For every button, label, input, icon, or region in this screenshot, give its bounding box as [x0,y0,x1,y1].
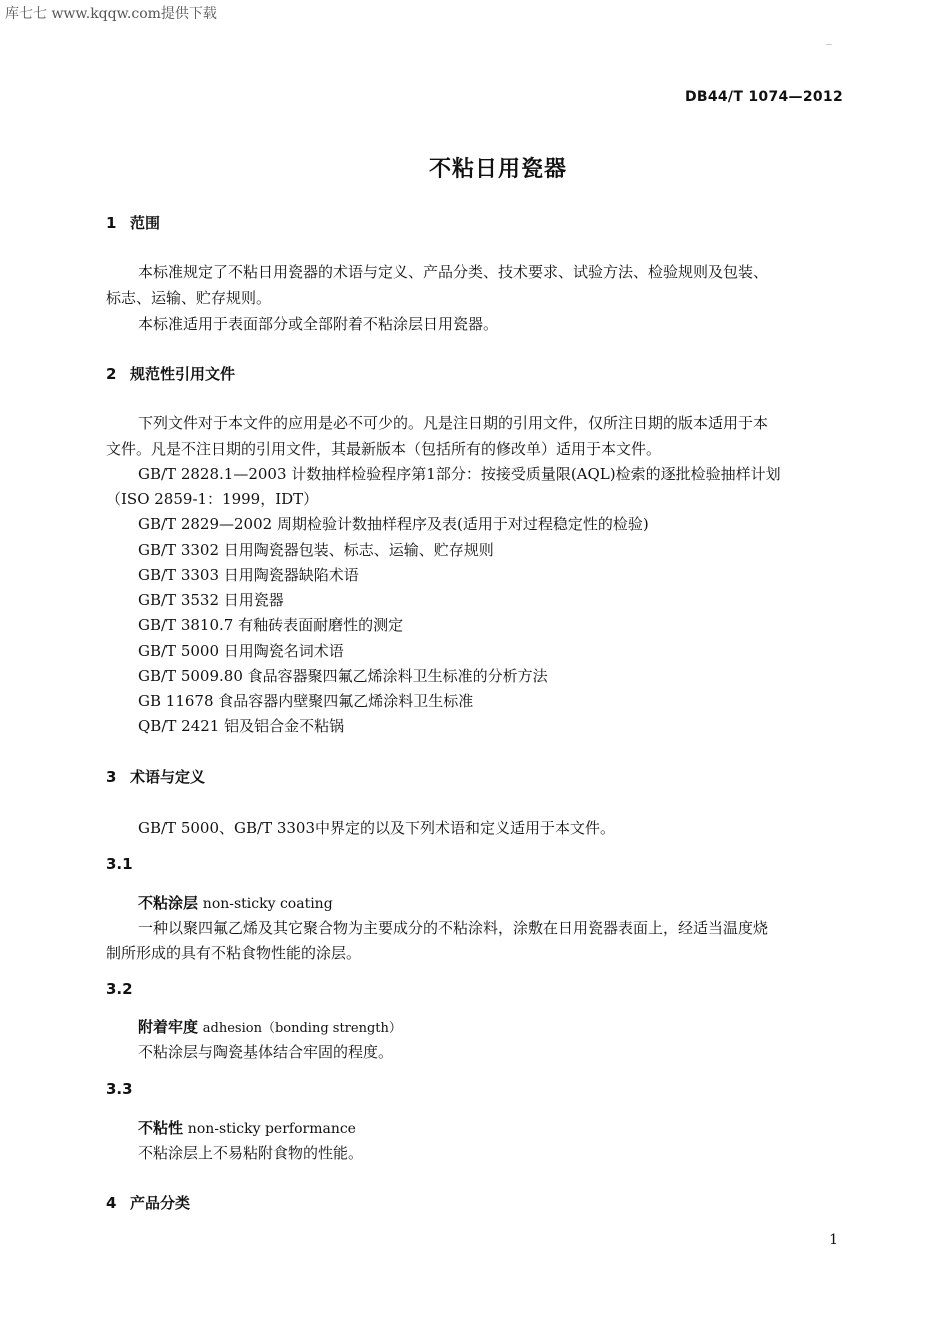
page-edge-mark [826,44,832,45]
term-name-en: non-sticky performance [187,1121,356,1137]
section-1-line: 本标准规定了不粘日用瓷器的术语与定义、产品分类、技术要求、试验方法、检验规则及包装、 [138,263,769,281]
document-title: 不粘日用瓷器 [428,157,567,182]
reference-code: GB/T 3532 [138,591,220,609]
reference-title: 日用陶瓷名词术语 [223,642,344,660]
term-number: 3.1 [106,855,133,873]
reference-item [138,463,878,484]
section-4-number: 4 [106,1194,117,1212]
term-name-cn: 不粘涂层 [138,894,199,912]
term-name-en: non-sticky coating [202,896,333,912]
section-4-heading [106,1192,190,1213]
reference-code: GB/T 5009.80 [138,667,243,685]
term-definition-line: 制所形成的具有不粘食物性能的涂层。 [106,944,362,962]
section-1-line: 标志、运输、贮存规则。 [106,289,272,307]
section-2-title: 规范性引用文件 [130,365,236,383]
reference-code: GB 11678 [138,692,214,710]
section-4-title: 产品分类 [130,1194,191,1212]
reference-item [138,665,878,686]
section-3-title: 术语与定义 [130,768,206,786]
section-3-heading [106,766,205,787]
term-name-en: adhesion（bonding strength） [202,1021,402,1036]
reference-item-continued [106,488,846,509]
section-2-heading [106,363,235,384]
reference-title: 日用陶瓷器包装、标志、运输、贮存规则 [223,541,494,559]
reference-title: 日用瓷器 [223,591,284,609]
reference-item [138,614,878,635]
reference-item [138,564,878,585]
reference-item [138,690,878,711]
reference-code: QB/T 2421 [138,717,220,735]
reference-code: GB/T 3303 [138,566,220,584]
reference-title: 有釉砖表面耐磨性的测定 [238,616,404,634]
reference-code: GB/T 2828.1—2003 [138,465,287,483]
section-2-number: 2 [106,365,117,383]
watermark-text: 库七七 www.kqqw.com提供下载 [5,6,217,22]
section-3-number: 3 [106,768,117,786]
term-name-cn: 附着牢度 [138,1018,199,1036]
reference-code: GB/T 2829—2002 [138,515,273,533]
reference-title: （ISO 2859-1：1999，IDT） [106,490,319,508]
reference-code: GB/T 3302 [138,541,220,559]
page-number: 1 [829,1232,838,1248]
term-name [138,1016,878,1037]
term-definition-line: 不粘涂层与陶瓷基体结合牢固的程度。 [138,1043,394,1061]
section-2-intro-line: 下列文件对于本文件的应用是必不可少的。凡是注日期的引用文件，仅所注日期的版本适用于本 [138,414,769,432]
term-definition-line: 一种以聚四氟乙烯及其它聚合物为主要成分的不粘涂料，涂敷在日用瓷器表面上，经适当温度烧 [138,919,769,937]
section-3-intro: GB/T 5000、GB/T 3303中界定的以及下列术语和定义适用于本文件。 [138,819,616,837]
reference-title: 周期检验计数抽样程序及表(适用于对过程稳定性的检验) [276,515,649,533]
reference-item [138,513,878,534]
section-1-title: 范围 [130,214,161,232]
term-number: 3.2 [106,980,133,998]
section-1-line: 本标准适用于表面部分或全部附着不粘涂层日用瓷器。 [138,315,499,333]
reference-title: 食品容器聚四氟乙烯涂料卫生标准的分析方法 [247,667,548,685]
reference-title: 计数抽样检验程序第1部分：按接受质量限(AQL)检索的逐批检验抽样计划 [291,465,781,483]
standard-code: DB44/T 1074—2012 [684,89,843,105]
reference-code: GB/T 5000 [138,642,220,660]
term-name-cn: 不粘性 [138,1119,184,1137]
term-name [138,892,878,913]
reference-title: 日用陶瓷器缺陷术语 [223,566,359,584]
term-definition-line: 不粘涂层上不易粘附食物的性能。 [138,1144,364,1162]
term-name [138,1117,878,1138]
reference-code: GB/T 3810.7 [138,616,234,634]
term-number: 3.3 [106,1080,133,1098]
section-1-number: 1 [106,214,117,232]
reference-item [138,539,878,560]
reference-title: 铝及铝合金不粘锅 [224,717,345,735]
reference-item [138,640,878,661]
section-2-intro-line: 文件。凡是不注日期的引用文件，其最新版本（包括所有的修改单）适用于本文件。 [106,440,662,458]
reference-item [138,715,878,736]
section-1-heading [106,212,160,233]
reference-title: 食品容器内壁聚四氟乙烯涂料卫生标准 [218,692,474,710]
reference-item [138,589,878,610]
